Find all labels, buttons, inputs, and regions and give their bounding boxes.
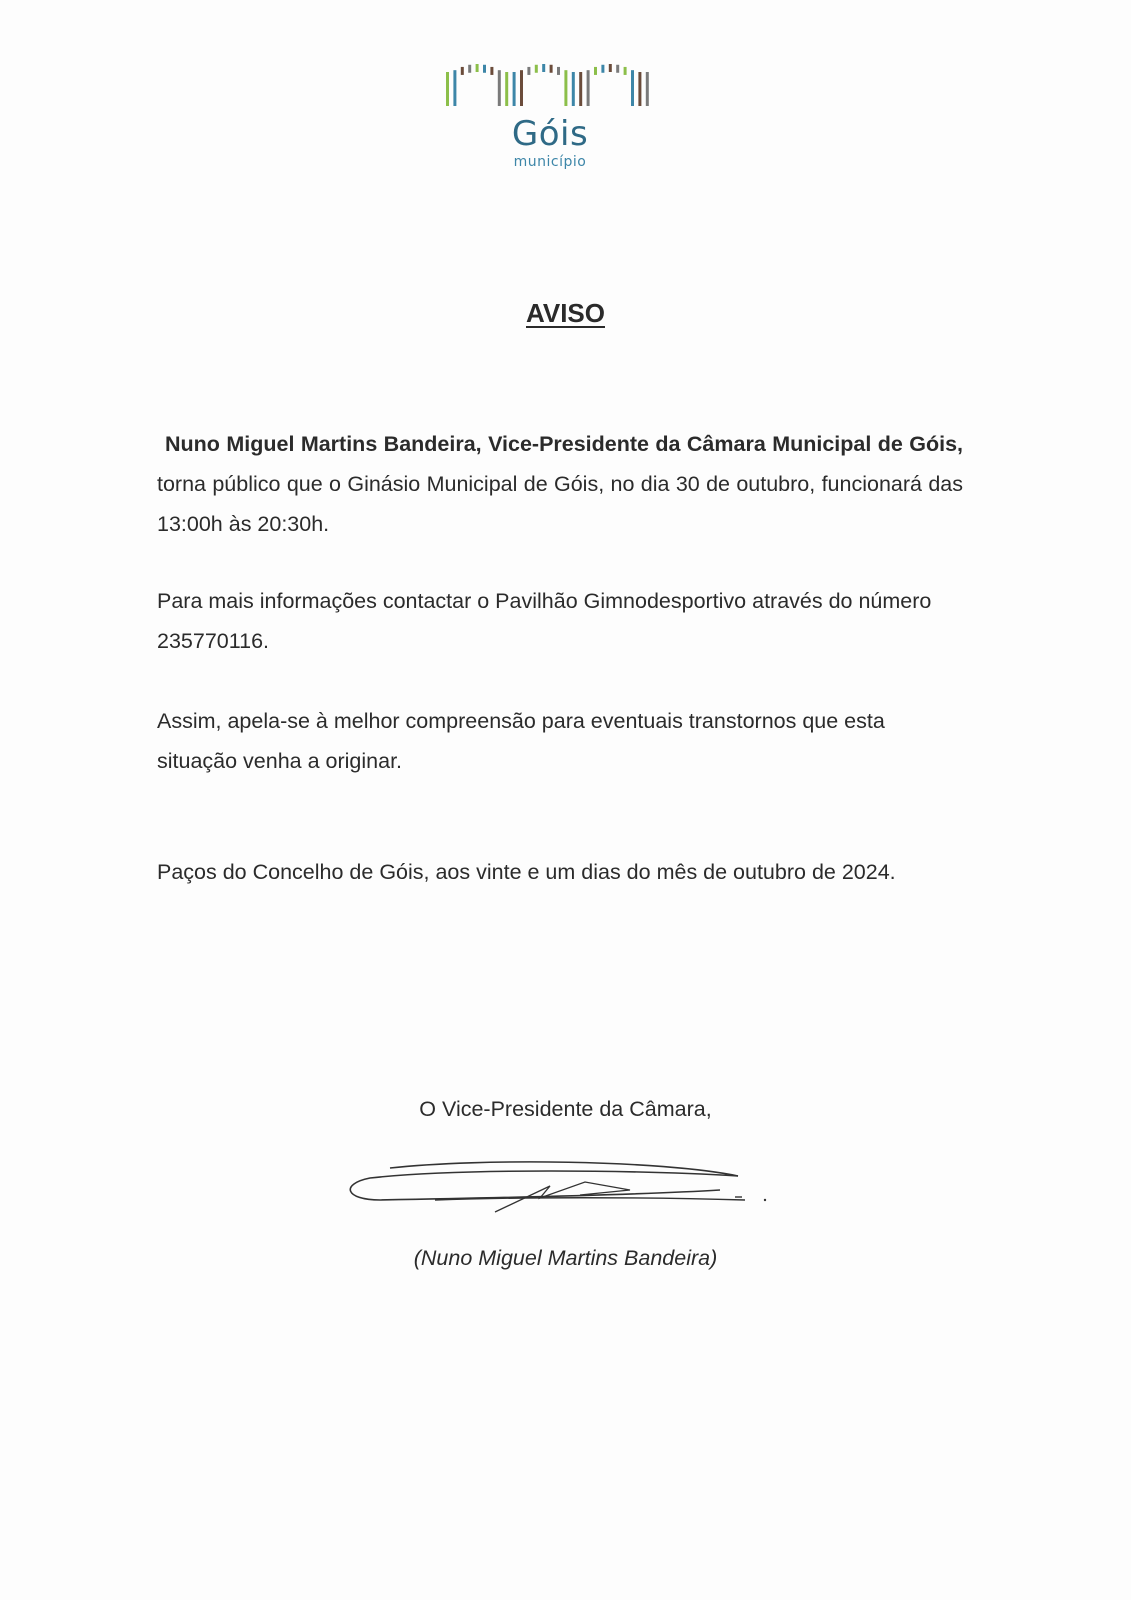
logo-bar: [483, 65, 486, 73]
announcer-name: Nuno Miguel Martins Bandeira, Vice-Presidente da Câmara Municipal de Góis,: [165, 432, 963, 456]
logo-bar: [557, 67, 560, 75]
logo-bar: [468, 65, 471, 73]
logo-bar: [527, 67, 530, 75]
announcement-text: torna público que o Ginásio Municipal de Góis, no dia 30 de outubro, funcionará das 13:00h às 20:30h.: [157, 472, 963, 536]
logo-bar: [505, 72, 508, 106]
gois-logo: [440, 60, 660, 180]
logo-bar: [461, 67, 464, 75]
logo-bar: [624, 67, 627, 75]
handwritten-signature: [340, 1140, 780, 1240]
logo-name: Góis: [511, 114, 589, 154]
logo-bar: [587, 70, 590, 106]
logo-subtitle: município: [513, 154, 587, 170]
logo-bar: [564, 70, 567, 106]
logo-bar: [601, 65, 604, 73]
bridge-arches-icon: [440, 60, 660, 110]
paragraph-date: Paços do Concelho de Góis, aos vinte e um dias do mês de outubro de 2024.: [157, 860, 896, 884]
logo-bar: [616, 65, 619, 73]
logo-bar: [446, 72, 449, 106]
logo-bar: [520, 70, 523, 106]
logo-bar: [646, 72, 649, 106]
logo-bar: [453, 70, 456, 106]
paragraph-apology: Assim, apela-se à melhor compreensão para eventuais transtornos que esta situação venha a originar.: [157, 709, 885, 773]
logo-bar: [609, 64, 612, 72]
logo-bar: [594, 67, 597, 75]
logo-bar: [535, 65, 538, 73]
paragraph-announcement: [157, 424, 963, 544]
logo-bar: [476, 64, 479, 72]
logo-bar: [542, 64, 545, 72]
notice-title: AVISO: [526, 298, 605, 328]
logo-bar: [490, 67, 493, 75]
signer-name: (Nuno Miguel Martins Bandeira): [413, 1246, 718, 1270]
logo-bar: [498, 70, 501, 106]
logo-bar: [572, 72, 575, 106]
logo-bar: [631, 70, 634, 106]
logo-bar: [579, 72, 582, 106]
paragraph-contact: Para mais informações contactar o Pavilhão Gimnodesportivo através do número 235770116.: [157, 589, 932, 653]
logo-bar: [550, 65, 553, 73]
closing-title: O Vice-Presidente da Câmara,: [419, 1097, 712, 1121]
logo-bar: [638, 72, 641, 106]
logo-bar: [513, 72, 516, 106]
